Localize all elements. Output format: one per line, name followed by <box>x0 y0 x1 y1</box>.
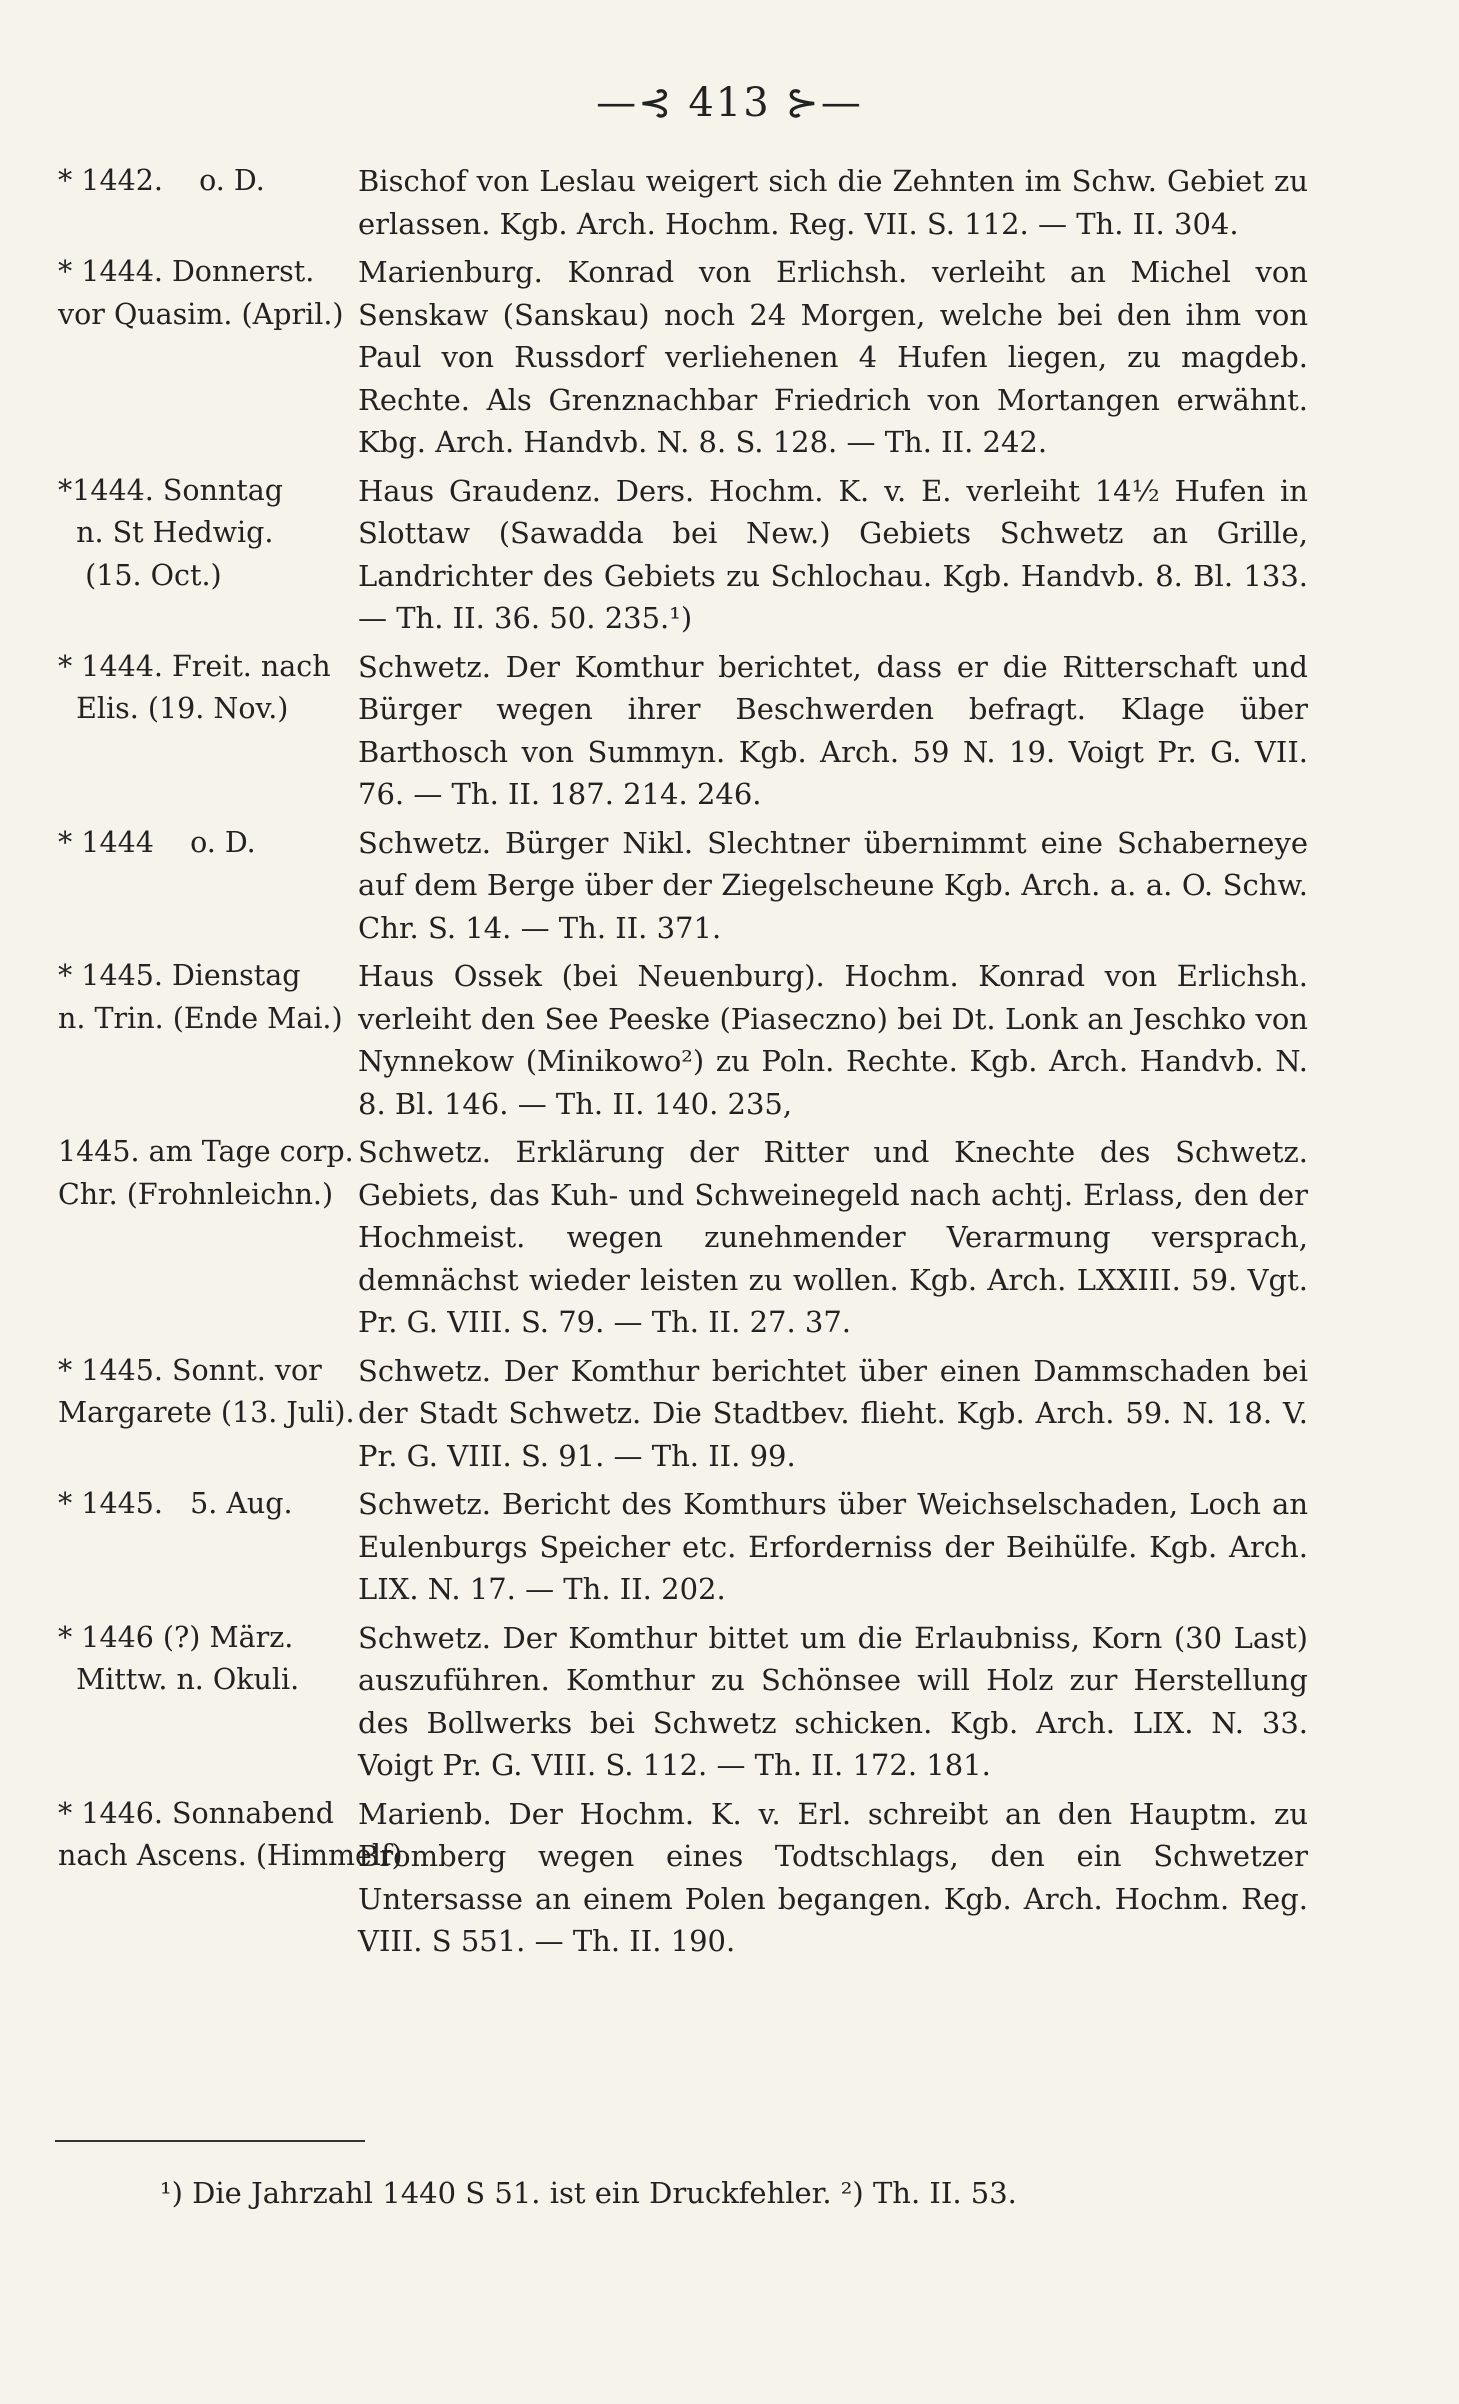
entry-date: * 1442. o. D. <box>58 164 265 197</box>
list-item <box>58 646 1308 816</box>
list-item <box>58 470 1308 640</box>
entry-date: * 1445. Sonnt. vor Margarete (13. Juli). <box>58 1353 355 1429</box>
list-item <box>58 955 1308 1125</box>
entry-date: * 1444. Freit. nach Elis. (19. Nov.) <box>58 649 331 725</box>
list-item <box>58 1131 1308 1344</box>
entry-text: Schwetz. Bericht des Komthurs über Weichselschaden, Loch an Eulenburgs Speicher etc. Erforderniss der Beihülfe. Kgb. Arch. LIX. N. 17. — Th. II. 202. <box>358 1487 1308 1606</box>
list-item <box>58 822 1308 950</box>
list-item <box>58 1350 1308 1478</box>
entry-date: 1445. am Tage corp. Chr. (Frohnleichn.) <box>58 1135 354 1211</box>
entry-text: Haus Graudenz. Ders. Hochm. K. v. E. verleiht 14½ Hufen in Slottaw (Sawadda bei New.) Gebiets Schwetz an Grille, Landrichter des Gebiets zu Schlochau. Kgb. Handvb. 8. Bl. 133. — Th. II. 36. 50. 235.¹) <box>358 473 1308 635</box>
entry-text: Schwetz. Erklärung der Ritter und Knechte des Schwetz. Gebiets, das Kuh- und Schweinegeld nach achtj. Erlass, den der Hochmeist. wegen zunehmender Verarmung versprach, demnächst wieder leisten zu wollen. Kgb. Arch. LXXIII. 59. Vgt. Pr. G. VIII. S. 79. — Th. II. 27. 37. <box>358 1135 1308 1339</box>
entry-date: * 1446. Sonnabend nach Ascens. (Himmelf) <box>58 1796 403 1872</box>
entry-text: Marienb. Der Hochm. K. v. Erl. schreibt an den Hauptm. zu Bromberg wegen eines Todtschlags, den ein Schwetzer Untersasse an einem Polen begangen. Kgb. Arch. Hochm. Reg. VIII. S 551. — Th. II. 190. <box>358 1796 1308 1958</box>
footnote: ¹) Die Jahrzahl 1440 S 51. ist ein Druckfehler. ²) Th. II. 53. <box>160 2176 1017 2210</box>
entry-date: *1444. Sonntag n. St Hedwig. (15. Oct.) <box>58 473 283 592</box>
entry-date: * 1444 o. D. <box>58 825 256 859</box>
entry-text: Haus Ossek (bei Neuenburg). Hochm. Konrad von Erlichsh. verleiht den See Peeske (Piaseczno) bei Dt. Lonk an Jeschko von Nynnekow (Minikowo²) zu Poln. Rechte. Kgb. Arch. Handvb. N. 8. Bl. 146. — Th. II. 140. 235, <box>358 959 1308 1121</box>
entry-text: Bischof von Leslau weigert sich die Zehnten im Schw. Gebiet zu erlassen. Kgb. Arch. Hochm. Reg. VII. S. 112. — Th. II. 304. <box>358 164 1308 241</box>
entry-text: Schwetz. Bürger Nikl. Slechtner übernimmt eine Schaberneye auf dem Berge über der Ziegelscheune Kgb. Arch. a. a. O. Schw. Chr. S. 14. — Th. II. 371. <box>358 825 1308 945</box>
entry-text: Schwetz. Der Komthur bittet um die Erlaubniss, Korn (30 Last) auszuführen. Komthur zu Schönsee will Holz zur Herstellung des Bollwerks bei Schwetz schicken. Kgb. Arch. LIX. N. 33. Voigt Pr. G. VIII. S. 112. — Th. II. 172. 181. <box>358 1620 1308 1782</box>
list-item <box>58 251 1308 464</box>
entry-date: * 1445. Dienstag n. Trin. (Ende Mai.) <box>58 959 343 1035</box>
list-item <box>58 1483 1308 1611</box>
entry-date: * 1446 (?) März. Mittw. n. Okuli. <box>58 1620 300 1696</box>
entry-text: Marienburg. Konrad von Erlichsh. verleiht an Michel von Senskaw (Sanskau) noch 24 Morgen, welche bei den ihm von Paul von Russdorf verliehenen 4 Hufen liegen, zu magdeb. Rechte. Als Grenznachbar Friedrich von Mortangen erwähnt. Kbg. Arch. Handvb. N. 8. S. 128. — Th. II. 242. <box>358 255 1308 459</box>
list-item <box>58 1617 1308 1787</box>
entry-text: Schwetz. Der Komthur berichtet, dass er die Ritterschaft und Bürger wegen ihrer Beschwerden befragt. Klage über Barthosch von Summyn. Kgb. Arch. 59 N. 19. Voigt Pr. G. VII. 76. — Th. II. 187. 214. 246. <box>358 649 1308 811</box>
entry-text: Schwetz. Der Komthur berichtet über einen Dammschaden bei der Stadt Schwetz. Die Stadtbev. flieht. Kgb. Arch. 59. N. 18. V. Pr. G. VIII. S. 91. — Th. II. 99. <box>358 1353 1308 1473</box>
list-item <box>58 1793 1308 1963</box>
entry-date: * 1444. Donnerst. vor Quasim. (April.) <box>58 255 344 331</box>
entry-list <box>58 160 1308 1969</box>
footnote-divider <box>55 2140 365 2142</box>
page-number-header: —⊰ 413 ⊱— <box>596 80 863 126</box>
list-item <box>58 160 1308 245</box>
entry-date: * 1445. 5. Aug. <box>58 1487 293 1520</box>
